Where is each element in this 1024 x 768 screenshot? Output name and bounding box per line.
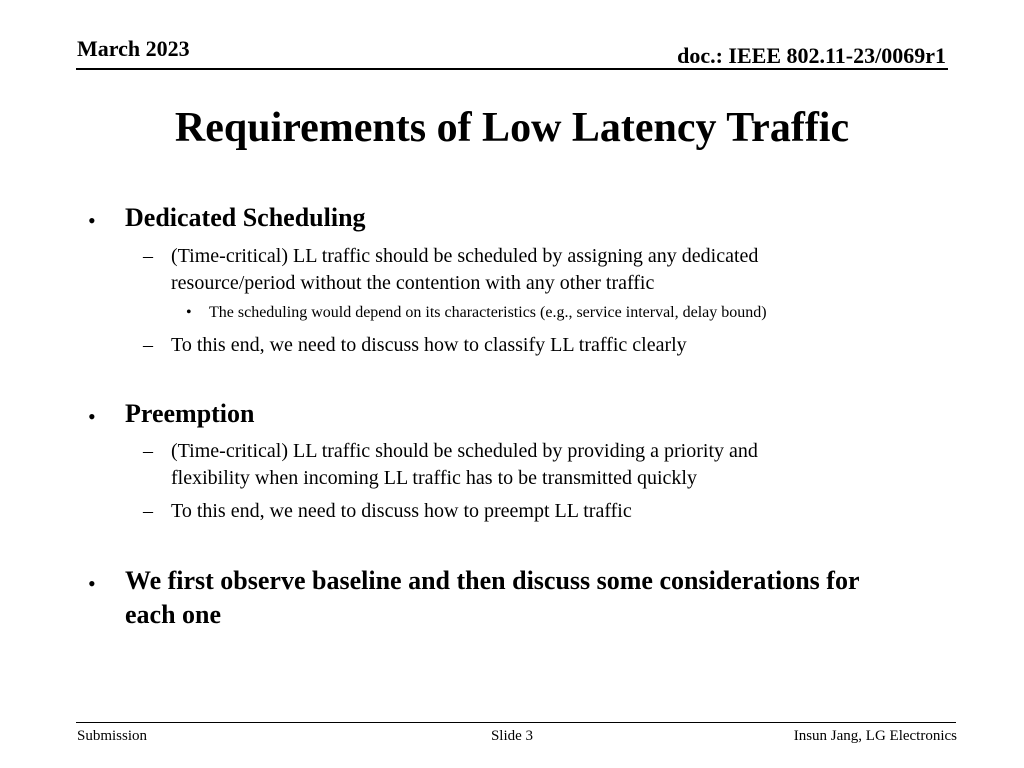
sub-sub-bullet-marker: •	[186, 304, 192, 321]
sub-bullet-marker: –	[143, 245, 153, 267]
sub-bullet-marker: –	[143, 440, 153, 462]
header-divider	[76, 68, 948, 70]
sub-bullet-marker: –	[143, 500, 153, 522]
footer-slide-number: Slide 3	[490, 728, 534, 744]
bullet-heading-conclusion-continued: each one	[125, 600, 222, 629]
header-date: March 2023	[77, 36, 190, 61]
bullet-heading-preemption: Preemption	[125, 399, 255, 428]
sub-bullet-text: (Time-critical) LL traffic should be scheduled by providing a priority and	[171, 440, 758, 462]
sub-bullet-text: To this end, we need to discuss how to classify LL traffic clearly	[171, 334, 687, 356]
bullet-heading-dedicated-scheduling: Dedicated Scheduling	[125, 203, 366, 232]
bullet-heading-conclusion: We first observe baseline and then discuss some considerations for	[125, 566, 860, 595]
bullet-marker: •	[88, 208, 96, 233]
footer-author: Insun Jang, LG Electronics	[793, 728, 957, 744]
sub-bullet-text-continued: resource/period without the contention with any other traffic	[171, 272, 655, 294]
sub-bullet-text: To this end, we need to discuss how to preempt LL traffic	[171, 500, 632, 522]
sub-sub-bullet-text: The scheduling would depend on its characteristics (e.g., service interval, delay bound)	[209, 304, 767, 321]
bullet-marker: •	[88, 571, 96, 596]
header-doc-id: doc.: IEEE 802.11-23/0069r1	[677, 43, 946, 68]
footer-divider	[76, 722, 956, 723]
sub-bullet-text-continued: flexibility when incoming LL traffic has to be transmitted quickly	[171, 467, 697, 489]
bullet-marker: •	[88, 404, 96, 429]
footer-submission: Submission	[77, 728, 148, 744]
sub-bullet-marker: –	[143, 334, 153, 356]
slide-title: Requirements of Low Latency Traffic	[174, 105, 850, 151]
sub-bullet-text: (Time-critical) LL traffic should be scheduled by assigning any dedicated	[171, 245, 759, 267]
